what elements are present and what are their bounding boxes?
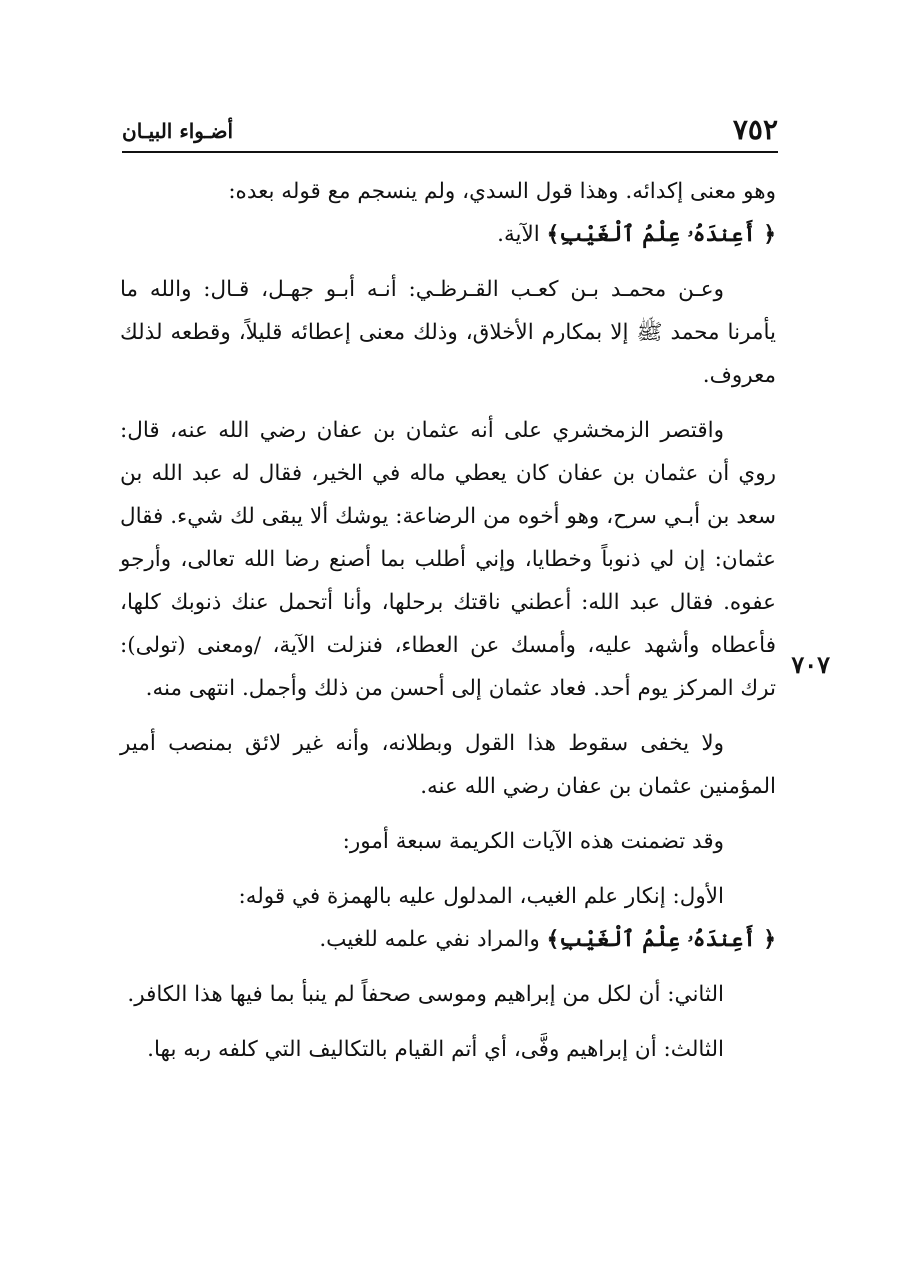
paragraph-8: الثالث: أن إبراهيم وفَّى، أي أتم القيام بالتكاليف التي كلفه ربه بها.: [147, 1037, 724, 1062]
paragraph-2: وعـن محمـد بـن كعـب القـرظـي: أنـه أبـو جهـل، قـال: والله ما يأمرنا محمد ﷺ إلا بمكارم الأخلاق، وذلك معنى إعطائه قليلاً، وقطعه لذلك معروف.: [120, 277, 776, 388]
page-number: ٧٥٢: [732, 113, 778, 146]
paragraph-6-text: الأول: إنكار علم الغيب، المدلول عليه بالهمزة في قوله:: [238, 884, 724, 909]
quran-quote: ﴿ أَعِندَهُۥ عِلْمُ ٱلْغَيْبِ﴾: [546, 222, 776, 247]
paragraph-5: وقد تضمنت هذه الآيات الكريمة سبعة أمور:: [342, 829, 724, 854]
margin-page-reference: ٧٠٧: [791, 650, 830, 679]
quran-quote: ﴿ أَعِندَهُۥ عِلْمُ ٱلْغَيْبِ﴾: [546, 927, 776, 952]
header-rule: [122, 151, 778, 153]
paragraph-6-after: والمراد نفي علمه للغيب.: [319, 927, 547, 952]
paragraph-1-text: وهو معنى إكدائه. وهذا قول السدي، ولم ينسجم مع قوله بعده:: [228, 179, 776, 204]
paragraph-7: الثاني: أن لكل من إبراهيم وموسى صحفاً لم ينبأ بما فيها هذا الكافر.: [127, 982, 724, 1007]
paragraph-6: [120, 875, 776, 961]
page-header: [122, 112, 778, 152]
page-body: [120, 170, 776, 1083]
paragraph-3: واقتصر الزمخشري على أنه عثمان بن عفان رضي الله عنه، قال: روي أن عثمان بن عفان كان يعطي ماله في الخير، فقال له عبد الله بن سعد بن أبـي سرح، وهو أخوه من الرضاعة: يوشك ألا يبقى لك شيء. فقال عثمان: إن لي ذنوباً وخطايا، وإني أطلب بما أصنع رضا الله تعالى، وأرجو عفوه. فقال عبد الله: أعطني ناقتك برحلها، وأنا أتحمل عنك ذنوبك كلها، فأعطاه وأشهد عليه، وأمسك عن العطاء، فنزلت الآية، /ومعنى (تولى): ترك المركز يوم أحد. فعاد عثمان إلى أحسن من ذلك وأجمل. انتهى منه.: [120, 418, 776, 701]
paragraph-1: [120, 170, 776, 256]
paragraph-4: ولا يخفى سقوط هذا القول وبطلانه، وأنه غير لائق بمنصب أمير المؤمنين عثمان بن عفان رضي الله عنه.: [120, 731, 776, 799]
running-title: أضـواء البيـان: [122, 119, 234, 143]
paragraph-1-after: الآية.: [497, 222, 547, 247]
